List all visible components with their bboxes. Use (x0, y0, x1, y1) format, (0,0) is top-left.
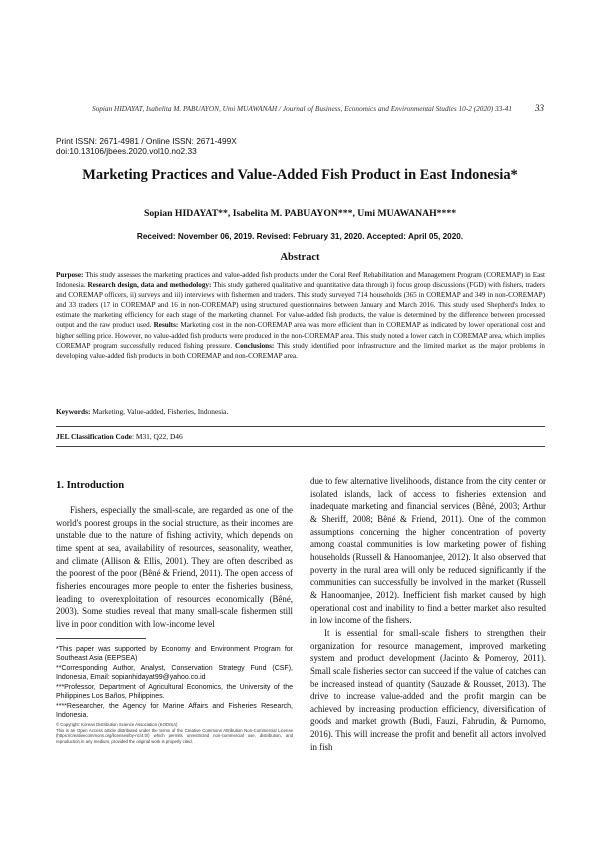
conclusions-label: Conclusions: (235, 341, 275, 350)
body-paragraph: Fishers, especially the small-scale, are regarded as one of the world's poorest groups in the social structure, as their incomes are unstable due to the nature of fishing activity, which depends on time spent at sea, availability of resources, seasonality, weather, and climate (Allison & Ellis, 2001). They are often described as the poorest of the poor (Bêné & Friend, 2011). The open access of fisheries encourages more people to enter the fisheries business, leading to overexploitation of resources economically (Bêné, 2003). Some studies reveal that many small-scale fishermen still live in poor condition with low-income level (56, 505, 293, 629)
column-left (56, 504, 293, 631)
issn-block (56, 136, 237, 156)
footnote-rule (56, 638, 146, 639)
column-right (310, 475, 546, 753)
purpose-text: This study assesses the marketing practices and value-added fish products under the Coral Reef Rehabilitation and Management Program (COREMAP) in East Indonesia. (56, 271, 545, 290)
divider-line (56, 426, 545, 427)
issn-line: Print ISSN: 2671-4981 / Online ISSN: 2671-499X (56, 136, 237, 146)
design-label: Research design, data and methodology: (87, 281, 212, 290)
footnote: *This paper was supported by Economy and Environment Program for Southeast Asia (EEPSEA) (56, 646, 293, 662)
conclusions-text: This study identified poor infrastructure and the limited market as the major problems in developing value-added fish products in both COREMAP and non-COREMAP area. (56, 341, 545, 360)
results-label: Results: (153, 321, 179, 330)
footnote: ***Professor, Department of Agricultural Economics, the University of the Philippines Los Baños, Philippines. (56, 684, 293, 700)
abstract-heading: Abstract (280, 252, 320, 263)
keywords-label: Keywords: (56, 407, 91, 416)
keywords (56, 407, 545, 416)
doi-line: doi:10.13106/jbees.2020.vol10.no2.33 (56, 146, 197, 156)
jel-classification (56, 432, 545, 441)
jel-label: JEL Classification Code (56, 432, 132, 441)
paper-title: Marketing Practices and Value-Added Fish Product in East Indonesia* (82, 167, 518, 183)
design-text: This study gathered qualitative and quantitative data through i) focus group discussions (FGD) with fishers, traders and COREMAP officers, ii) surveys and iii) interviews with fishermen and traders. This study surveyed 714 households (365 in COREMAP and 349 in non-COREMAP) and 33 traders (17 in COREMAP and 16 in non-COREMAP) using structured questionnaires between January and March 2016. This study used Shepherd's Index to estimate the marketing efficiency for each stage of the marketing channel. For value-added fish products, the value is determined by the difference between processed output and the raw product used. (56, 281, 545, 330)
license-notice: This is an Open Access article distributed under the terms of the Creative Commons Attribution Non-Commercial License (https://creativecommons.org/licenses/by-nc/4.0/) which permits unrestricted non-commercial use, distribution, and reproduction in any medium, provided the original work is properly cited. (56, 728, 293, 744)
abstract-text (56, 270, 545, 361)
keywords-value: Marketing, Value-added, Fisheries, Indonesia. (90, 407, 229, 416)
results-text: Marketing cost in the non-COREMAP area was more efficient than in COREMAP as indicated by lower operational cost and higher selling price. However, no value-added fish products were produced in the non-COREMAP area. This study noted a lower catch in COREMAP area, which implies COREMAP program successfully reduced fishing pressure. (56, 321, 545, 350)
divider-line (56, 446, 545, 447)
body-paragraph: It is essential for small-scale fishers to strengthen their organization for resource management, improved marketing system and product development (Jacinto & Pomeroy, 2011). Small scale fisheries sector can succeed if the value of catches can be increased instead of quantity (Sauzade & Rousset, 2013). The drive to increase value-added and the profit margin can be achieved by increasing production efficiency, diversification of goods and market growth (Budi, Fauzi, Fahrudin, & Purnomo, 2016). This will increase the profit and benefit all actors involved in fish (310, 627, 546, 752)
footnote: **Corresponding Author, Analyst, Conservation Strategy Fund (CSF), Indonesia, Email: sopianhidayat99@yahoo.co.id (56, 665, 293, 681)
author-list: Sopian HIDAYAT**, Isabelita M. PABUAYON***, Umi MUAWANAH**** (143, 208, 457, 219)
body-paragraph: due to few alternative livelihoods, distance from the city center or isolated islands, lack of access to fisheries extension and inadequate marketing and financial services (Bêné, 2003; Arthur & Sheriff, 2008; Bêné & Friend, 2011). One of the common assumptions concerning the higher concentration of poverty among coastal communities is low marketing power of fishing households (Russell & Hanoomanjee, 2012). It also observed that poverty in the rural area will only be reduced significantly if the communities can successfully be involved in the market (Russell & Hanoomanjee, 2012). Inefficient fish market caused by high operational cost and inability to find a better market also resulted in low income of the fishers. (310, 476, 546, 626)
footnote: ****Researcher, the Agency for Marine Affairs and Fisheries Research, Indonesia. (56, 703, 293, 719)
jel-value: : M31, Q22, D46 (131, 432, 183, 441)
page-number: 33 (535, 103, 544, 113)
copyright-notice: © Copyright: Korean Distribution Science Association (KODISA) (56, 722, 178, 727)
purpose-label: Purpose: (56, 271, 84, 279)
running-head: Sopian HIDAYAT, Isabelita M. PABUAYON, Umi MUAWANAH / Journal of Business, Economics and Environmental Studies 10-2 (2020) 33-41 (91, 104, 513, 113)
dates-line: Received: November 06, 2019. Revised: February 31, 2020. Accepted: April 05, 2020. (136, 232, 464, 241)
section-heading: 1. Introduction (56, 480, 125, 491)
